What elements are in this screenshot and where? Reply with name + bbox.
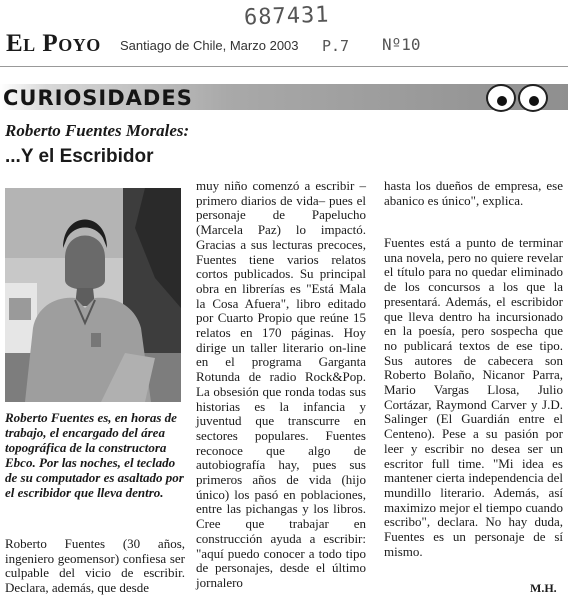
article-column-3: Fuentes está a punto de terminar una novela, pero no quiere revelar el título para no quedar eliminado de los concursos a los que la presentará. Además, el escribidor que lleva dentro ha incursionado en la poesía, pero sospecha que no publicará textos de ese tipo. Sus autores de cabecera son Roberto Bolaño, Nicanor Parra, Mario Vargas Llosa, Julio Cortázar, Raymond Carver y J.D. Salinger (El Guardián entre el Centeno). Pese a su pasión por leer y escribir no desea ser un escritor full time. "Mi idea es mantener cierta independencia del mundillo literario. Además, así maximizo mejor el tiempo cuando escribo", declara. No hay duda, Fuentes es un personaje de sí mismo.: [384, 235, 563, 559]
photo-caption: Roberto Fuentes es, en horas de trabajo, el encargado del área topográfica de la constructora Ebco. Por las noches, el teclado de su computador es asaltado por el escribidor que lleva dentro.: [5, 410, 184, 500]
article-column-3-top: hasta los dueños de empresa, ese abanico es único", explica.: [384, 178, 563, 208]
masthead-dateline: Santiago de Chile, Marzo 2003: [120, 38, 299, 53]
author-signature: M.H.: [530, 581, 557, 595]
masthead-rule: [0, 66, 568, 67]
cartoon-eye-right-icon: [518, 84, 548, 112]
handwritten-issue-number: Nº10: [382, 35, 421, 54]
article-kicker: Roberto Fuentes Morales:: [5, 121, 190, 140]
article-column-1: Roberto Fuentes (30 años, ingeniero geomensor) confiesa ser culpable del vicio de escribir. Declara, además, que desde: [5, 536, 185, 596]
article-column-2: muy niño comenzó a escribir –primero diarios de vida– pues el personaje de Papelucho (Marcela Paz) lo impactó. Gracias a sus lecturas precoces, Fuentes tiene varios relatos cortos publicados. Su principal obra en librerías es "Está Mala la Cosa Afuera", libro editado por Cuarto Propio que reúne 15 relatos en 170 páginas. Hoy dirige un taller literario on-line en el programa Garganta Rotunda de radio Rock&Pop. La obsesión que ronda todas sus historias es la infancia y juventud que transcurre en sectores populares. Fuentes reconoce que algo de autobiografía hay, pues sus primeros años de vida (hijo único) los pasó en poblaciones, entre las pichangas y los libros. Cree que trabajar en construcción ayuda a escribir: "aquí puedo conocer a todo tipo de personajes, desde el último jornalero: [196, 178, 366, 590]
portrait-photo: [5, 188, 181, 402]
newspaper-title: El Poyo: [6, 30, 101, 57]
article-headline: ...Y el Escribidor: [5, 146, 154, 167]
handwritten-page: P.7: [322, 37, 350, 55]
cartoon-eyes-icon: [486, 84, 516, 112]
handwritten-reference-number: 687431: [243, 2, 330, 31]
section-label: CURIOSIDADES: [3, 86, 193, 110]
